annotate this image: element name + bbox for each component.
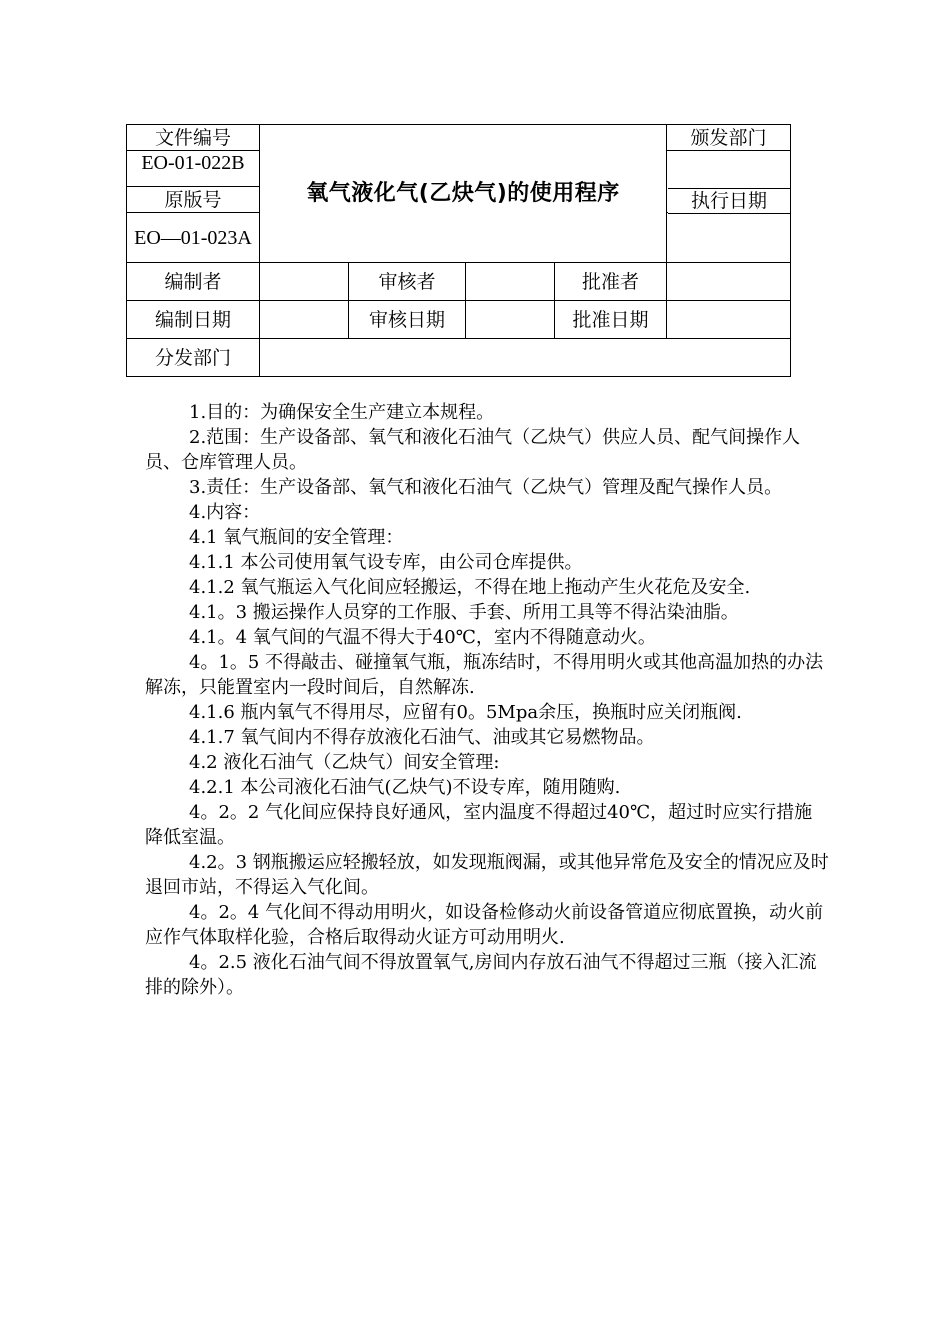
prepared-date-label: 编制日期 — [127, 301, 260, 339]
body-paragraph: 3.责任：生产设备部、氧气和液化石油气（乙炔气）管理及配气操作人员。 — [189, 477, 783, 498]
body-paragraph: 2.范围：生产设备部、氧气和液化石油气（乙炔气）供应人员、配气间操作人员、仓库管理人员。 — [145, 427, 801, 473]
body-paragraph: 1.目的：为确保安全生产建立本规程。 — [189, 402, 495, 423]
approved-date-label: 批准日期 — [555, 301, 667, 339]
body-paragraph: 4.1.1 本公司使用氧气设专库，由公司仓库提供。 — [189, 552, 583, 573]
prepared-by-value — [260, 263, 349, 301]
original-number-label: 原版号 — [127, 187, 260, 213]
body-paragraph: 4.1 氧气瓶间的安全管理： — [189, 527, 404, 548]
body-paragraph: 4.1。4 氧气间的气温不得大于40℃，室内不得随意动火。 — [189, 627, 656, 648]
reviewed-date-value — [466, 301, 555, 339]
prepared-by-label: 编制者 — [127, 263, 260, 301]
approved-date-value — [667, 301, 791, 339]
reviewed-date-label: 审核日期 — [349, 301, 466, 339]
body-paragraph: 4.1.6 瓶内氧气不得用尽，应留有0。5Mpa余压，换瓶时应关闭瓶阀. — [189, 702, 742, 723]
effective-date-label: 执行日期 — [668, 188, 790, 214]
reviewed-by-value — [466, 263, 555, 301]
document-title: 氧气液化气(乙炔气)的使用程序 — [260, 125, 667, 263]
approved-by-label: 批准者 — [555, 263, 667, 301]
body-paragraph: 4.2。3 钢瓶搬运应轻搬轻放，如发现瓶阀漏，或其他异常危及安全的情况应及时退回市站，不得运入气化间。 — [145, 852, 829, 898]
body-paragraph: 4。2。4 气化间不得动用明火，如设备检修动火前设备管道应彻底置换，动火前应作气体取样化验，合格后取得动火证方可动用明火. — [145, 902, 824, 948]
body-paragraph: 4.1.7 氧气间内不得存放液化石油气、油或其它易燃物品。 — [189, 727, 655, 748]
body-paragraph: 4.1.2 氧气瓶运入气化间应轻搬运，不得在地上拖动产生火花危及安全. — [189, 577, 751, 598]
body-paragraph: 4。2.5 液化石油气间不得放置氧气,房间内存放石油气不得超过三瓶（接入汇流排的除外）。 — [145, 952, 817, 998]
reviewed-by-label: 审核者 — [349, 263, 466, 301]
file-number-value: EO-01-022B — [127, 151, 260, 187]
body-paragraph: 4.2 液化石油气（乙炔气）间安全管理: — [189, 752, 500, 773]
distribution-department-label: 分发部门 — [127, 339, 260, 377]
approved-by-value — [667, 263, 791, 301]
body-paragraph: 4。1。5 不得敲击、碰撞氧气瓶，瓶冻结时，不得用明火或其他高温加热的办法解冻，只能置室内一段时间后，自然解冻. — [145, 652, 824, 698]
body-paragraph: 4.1。3 搬运操作人员穿的工作服、手套、所用工具等不得沾染油脂。 — [189, 602, 739, 623]
issue-department-label: 颁发部门 — [667, 125, 791, 151]
body-paragraph: 4。2。2 气化间应保持良好通风，室内温度不得超过40℃，超过时应实行措施降低室温。 — [145, 802, 813, 848]
document-body — [145, 400, 830, 1000]
original-number-value: EO—01-023A — [127, 213, 260, 263]
document-header-table — [126, 124, 791, 377]
prepared-date-value — [260, 301, 349, 339]
effective-date-value — [667, 213, 791, 263]
body-paragraph: 4.内容： — [189, 502, 261, 523]
file-number-label: 文件编号 — [127, 125, 260, 151]
distribution-department-value — [260, 339, 791, 377]
body-paragraph: 4.2.1 本公司液化石油气(乙炔气)不设专库，随用随购. — [189, 777, 621, 798]
